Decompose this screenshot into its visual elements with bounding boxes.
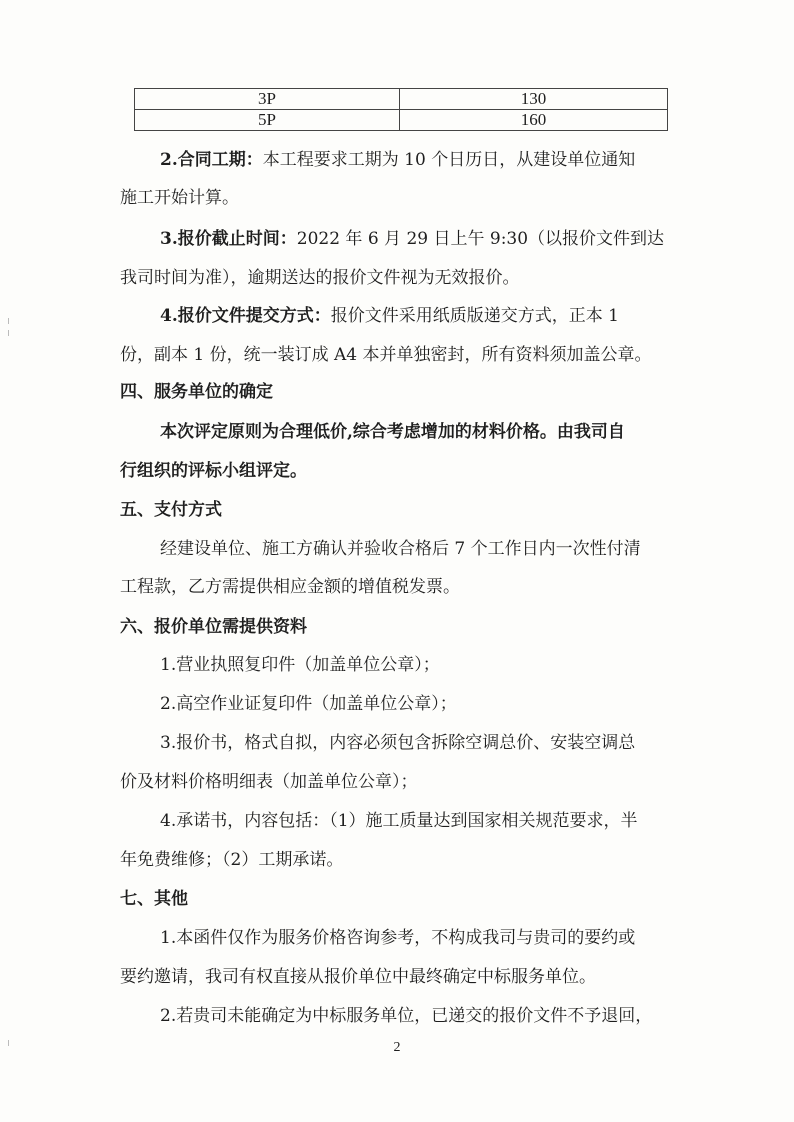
section6-item2: 2.高空作业证复印件（加盖单位公章）； [160,694,457,714]
section5-paragraph-cont: 工程款，乙方需提供相应金额的增值税发票。 [120,577,460,597]
submission-cont: 份，副本 1 份，统一装订成 A4 本并单独密封，所有资料须加盖公章。 [120,345,652,365]
deadline-label: 3.报价截止时间： [160,229,297,249]
table-cell-price: 130 [400,89,668,110]
section7-heading: 七、其他 [120,889,188,909]
section5-paragraph: 经建设单位、施工方确认并验收合格后 7 个工作日内一次性付清 [160,539,641,559]
contract-period-label: 2.合同工期： [160,150,263,170]
section4-paragraph-cont: 行组织的评标小组评定。 [120,461,307,481]
section7-item2: 2.若贵司未能确定为中标服务单位，已递交的报价文件不予退回， [160,1006,653,1026]
contract-period-line [160,149,635,171]
deadline-line [160,228,664,250]
deadline-cont: 我司时间为准），逾期送达的报价文件视为无效报价。 [120,268,520,288]
scan-artifact [8,330,9,336]
section6-heading: 六、报价单位需提供资料 [120,617,307,637]
submission-line [160,305,619,327]
table-cell-spec: 5P [135,110,400,131]
section6-item3: 3.报价书，格式自拟，内容必须包含拆除空调总价、安装空调总 [160,733,636,753]
deadline-text: 2022 年 6 月 29 日上午 9:30（以报价文件到达 [296,229,665,249]
scan-artifact [8,1040,9,1046]
section7-item1: 1.本函件仅作为服务价格咨询参考，不构成我司与贵司的要约或 [160,928,636,948]
submission-text: 报价文件采用纸质版递交方式，正本 1 [330,306,619,326]
page-number: 2 [393,1040,401,1055]
section6-item4: 4.承诺书，内容包括：（1）施工质量达到国家相关规范要求，半 [160,811,638,831]
section6-item3-cont: 价及材料价格明细表（加盖单位公章）； [120,772,418,792]
section4-paragraph: 本次评定原则为合理低价,综合考虑增加的材料价格。由我司自 [160,422,625,442]
section6-item1: 1.营业执照复印件（加盖单位公章）； [160,655,440,675]
section6-item4-cont: 年免费维修；（2）工期承诺。 [120,850,344,870]
section5-heading: 五、支付方式 [120,500,222,520]
section7-item1-cont: 要约邀请，我司有权直接从报价单位中最终确定中标服务单位。 [120,967,596,987]
price-table [134,88,668,131]
contract-period-cont: 施工开始计算。 [120,188,239,208]
table-row [135,110,668,131]
table-row [135,89,668,110]
scan-artifact [8,318,9,324]
table-cell-price: 160 [400,110,668,131]
contract-period-text: 本工程要求工期为 10 个日历日，从建设单位通知 [262,150,636,170]
section4-heading: 四、服务单位的确定 [120,382,273,402]
table-cell-spec: 3P [135,89,400,110]
submission-label: 4.报价文件提交方式： [160,306,331,326]
